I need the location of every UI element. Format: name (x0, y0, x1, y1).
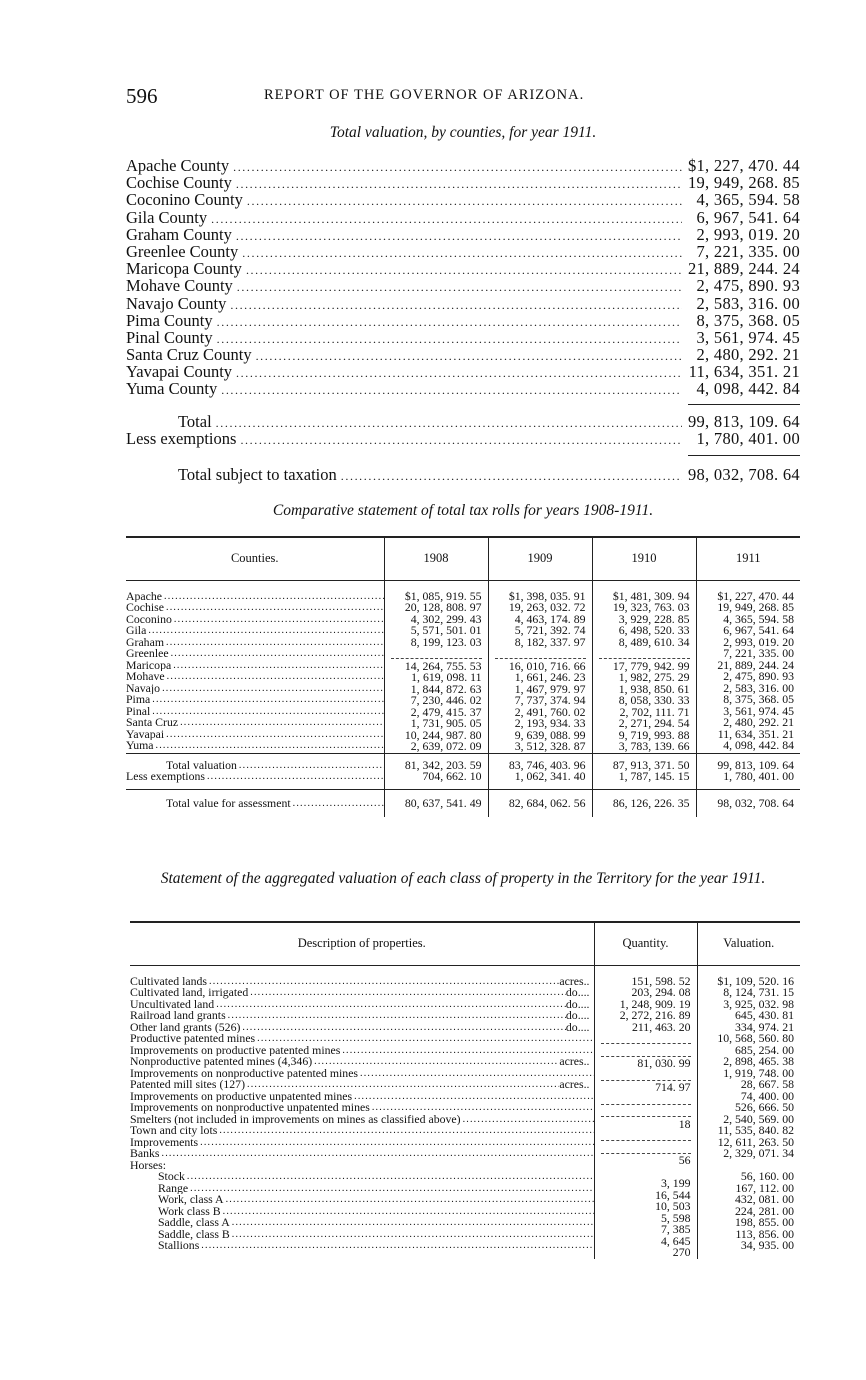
total-1910-cell (592, 753, 696, 789)
value-y1908: 5, 571, 501. 01 (410, 625, 482, 637)
property-quantity: 211, 463. 20 (631, 1021, 691, 1033)
value-y1909: 2, 491, 760. 02 (514, 706, 586, 718)
property-description: Stock (158, 1171, 185, 1183)
col-1909-cell (488, 580, 592, 753)
property-description: Cultivated lands (130, 975, 207, 987)
value-y1908: 2, 639, 072. 09 (410, 741, 482, 753)
property-valuation: 2, 329, 071. 34 (723, 1148, 794, 1160)
property-valuation: 11, 535, 840. 82 (717, 1125, 794, 1137)
exemptions-label: Less exemptions (126, 429, 237, 449)
property-unit: acres.. (559, 1056, 590, 1068)
value-y1910: 3, 783, 139. 66 (618, 741, 690, 753)
county-label: Greenlee (126, 648, 169, 660)
blank-quantity (601, 1046, 691, 1057)
property-line (130, 1033, 594, 1045)
county-valuation-row (126, 329, 800, 346)
assessment-label-cell (126, 789, 384, 817)
total-row (126, 413, 800, 430)
col-header-counties: Counties. (126, 538, 384, 580)
property-description: Banks (130, 1148, 160, 1160)
value-y1911: 11, 634, 351. 21 (717, 728, 794, 740)
property-line (130, 1114, 594, 1126)
property-valuation: 34, 935. 00 (740, 1240, 794, 1252)
property-line (130, 1068, 594, 1080)
col-1911-cell (696, 580, 800, 753)
property-description: Uncultivated land (130, 998, 215, 1010)
blank-quantity (601, 1070, 691, 1081)
value-y1908: 10, 244, 987. 80 (404, 729, 482, 741)
assessment-1910-cell (592, 789, 696, 817)
property-line (130, 1229, 594, 1241)
assessment-label: Total value for assessment (166, 797, 291, 809)
property-quantity: 7, 385 (661, 1224, 691, 1236)
property-quantity: 270 (672, 1247, 691, 1259)
property-valuation: 2, 898, 465. 38 (723, 1056, 794, 1068)
property-line (130, 1125, 594, 1137)
county-line (126, 648, 384, 660)
county-valuation-row (126, 346, 800, 363)
property-description: Improvements on nonproductive unpatented mines (130, 1102, 370, 1114)
value-y1908: 1, 619, 098. 11 (411, 672, 482, 684)
total-amount: 99, 813, 109. 64 (687, 412, 800, 431)
property-quantity (595, 1167, 697, 1179)
total-valuation-row (126, 753, 800, 789)
total-1909: 83, 746, 403. 96 (508, 759, 586, 771)
county-label: Navajo (126, 682, 161, 694)
value-y1908: 8, 199, 123. 03 (410, 636, 482, 648)
property-description: Cultivated land, irrigated (130, 987, 249, 999)
exemptions-1909: 1, 062, 341. 40 (514, 771, 586, 783)
property-line (130, 1056, 594, 1068)
col-header-1911: 1911 (696, 538, 800, 580)
value-y1910: 6, 498, 520. 33 (618, 625, 690, 637)
county-amount: 2, 583, 316. 00 (696, 293, 800, 313)
county-valuation-row (126, 380, 800, 397)
property-line (130, 987, 594, 999)
property-caption: Statement of the aggregated valuation of each class of property in the Territory for the year 1911. (160, 870, 766, 887)
blank-quantity (601, 1033, 691, 1044)
quantity-cell (594, 965, 697, 1259)
property-line (130, 999, 594, 1011)
assessment-1909-cell (488, 789, 592, 817)
assessment-1908-cell (384, 789, 488, 817)
county-name: Santa Cruz County (126, 345, 252, 365)
property-description: Nonproductive patented mines (4,346) (130, 1056, 313, 1068)
county-valuation-row (126, 226, 800, 243)
property-description: Stallions (158, 1240, 200, 1252)
value-y1909: 16, 010, 716. 66 (508, 660, 586, 672)
total-1908: 81, 342, 203. 59 (404, 759, 482, 771)
property-quantity: 203, 294. 08 (631, 987, 691, 999)
county-line (126, 740, 384, 752)
property-valuation: 113, 856. 00 (735, 1228, 794, 1240)
property-unit: acres.. (559, 975, 590, 987)
value-y1910: 2, 271, 294. 54 (618, 718, 690, 730)
property-valuation: 685, 254. 00 (735, 1044, 794, 1056)
county-line (126, 625, 384, 637)
county-line (126, 660, 384, 672)
property-quantity: 10, 503 (655, 1201, 691, 1213)
property-quantity: 714. 97 (655, 1082, 691, 1094)
valuation-taxable (126, 466, 800, 483)
col-header-1910: 1910 (592, 538, 696, 580)
property-unit: do.... (565, 987, 590, 999)
property-valuation: 432, 081. 00 (735, 1194, 794, 1206)
property-unit: do.... (565, 1021, 590, 1033)
county-name: Yuma County (126, 379, 218, 399)
county-valuation-row (126, 209, 800, 226)
county-amount: 19, 949, 268. 85 (687, 173, 800, 193)
property-unit: do.... (565, 1010, 590, 1022)
property-line (130, 1183, 594, 1195)
value-y1909: 1, 467, 979. 97 (514, 683, 586, 695)
county-label: Yavapai (126, 728, 165, 740)
county-line (126, 591, 384, 603)
description-cell (130, 965, 594, 1259)
county-valuation-row (126, 295, 800, 312)
property-valuation: 10, 568, 560. 80 (717, 1033, 794, 1045)
assessment-1908: 80, 637, 541. 49 (404, 797, 482, 809)
value-y1909: 2, 193, 934. 33 (514, 718, 586, 730)
taxable-amount: 98, 032, 708. 64 (687, 465, 800, 484)
value-y1911: 2, 583, 316. 00 (723, 682, 794, 694)
property-quantity: 151, 598. 52 (631, 975, 691, 987)
property-valuation: 12, 611, 263. 50 (717, 1136, 794, 1148)
col-header-description: Description of properties. (130, 923, 594, 965)
county-amount: 2, 993, 019. 20 (696, 224, 800, 244)
property-unit: acres.. (559, 1079, 590, 1091)
county-name: Maricopa County (126, 259, 242, 279)
property-line (130, 1079, 594, 1091)
county-line (126, 729, 384, 741)
value-y1911: 3, 561, 974. 45 (723, 705, 794, 717)
value-y1909: 9, 639, 088. 99 (514, 729, 586, 741)
property-table (130, 923, 800, 1259)
col-header-1908: 1908 (384, 538, 488, 580)
value-y1910: 1, 938, 850. 61 (618, 683, 690, 695)
property-valuation: 3, 925, 032. 98 (723, 998, 794, 1010)
property-description: Range (158, 1182, 189, 1194)
value-y1911: 7, 221, 335. 00 (723, 648, 794, 660)
county-name: Pinal County (126, 327, 213, 347)
blank-quantity (601, 1106, 691, 1117)
property-description: Improvements on productive unpatented mines (130, 1090, 353, 1102)
property-line (130, 1217, 594, 1229)
county-valuation-row (126, 157, 800, 174)
property-description: Patented mill sites (127) (130, 1079, 246, 1091)
col-header-valuation: Valuation. (697, 923, 800, 965)
county-amount: 21, 889, 244. 24 (687, 259, 800, 279)
property-valuation: 74, 400. 00 (740, 1090, 794, 1102)
value-y1911: 2, 993, 019. 20 (723, 636, 794, 648)
county-label: Pima (126, 694, 151, 706)
valuation-caption: Total valuation, by counties, for year 1911. (329, 124, 597, 141)
value-y1911: 4, 365, 594. 58 (723, 613, 794, 625)
property-valuation: 224, 281. 00 (735, 1205, 794, 1217)
valuation-sum-rule (688, 404, 800, 405)
valuation-list (126, 157, 800, 398)
property-line (130, 1171, 594, 1183)
value-y1911: 21, 889, 244. 24 (717, 659, 794, 671)
property-line (130, 1102, 594, 1114)
county-valuation-row (126, 191, 800, 208)
county-name: Greenlee County (126, 241, 239, 261)
property-line (130, 1206, 594, 1218)
col-1910-cell (592, 580, 696, 753)
value-y1911: 6, 967, 541. 64 (723, 625, 794, 637)
value-y1910: 3, 929, 228. 85 (618, 613, 690, 625)
value-y1909: 4, 463, 174. 89 (514, 613, 586, 625)
value-y1911: 8, 375, 368. 05 (723, 694, 794, 706)
county-name: Mohave County (126, 276, 233, 296)
property-valuation: 198, 855. 00 (735, 1217, 794, 1229)
value-y1910: 1, 982, 275. 29 (618, 672, 690, 684)
property-line (130, 1045, 594, 1057)
property-quantity: 3, 199 (661, 1178, 691, 1190)
county-line (126, 717, 384, 729)
assessment-1910: 86, 126, 226. 35 (612, 797, 690, 809)
county-line (126, 671, 384, 683)
county-line (126, 614, 384, 626)
county-names-cell (126, 580, 384, 753)
county-label: Maricopa (126, 659, 172, 671)
value-y1911: 2, 475, 890. 93 (723, 671, 794, 683)
property-data-row (130, 965, 800, 1259)
exemptions-1908: 704, 662. 10 (422, 771, 482, 783)
property-line (130, 1160, 594, 1172)
col-header-1909: 1909 (488, 538, 592, 580)
county-valuation-row (126, 260, 800, 277)
county-label: Apache (126, 590, 163, 602)
county-name: Gila County (126, 207, 208, 227)
property-description: Improvements on productive patented mines (130, 1044, 341, 1056)
value-y1908: 14, 264, 755. 53 (404, 660, 482, 672)
value-y1909: 5, 721, 392. 74 (514, 625, 586, 637)
county-amount: 6, 967, 541. 64 (696, 207, 800, 227)
value-y1911: $1, 227, 470. 44 (717, 590, 794, 602)
blank-cell (495, 648, 586, 659)
page-number: 596 (126, 84, 158, 108)
taxable-row (126, 466, 800, 483)
county-line (126, 694, 384, 706)
county-name: Pima County (126, 310, 213, 330)
value-y1909: 8, 182, 337. 97 (514, 636, 586, 648)
property-valuation (698, 1160, 801, 1172)
county-line (126, 683, 384, 695)
county-amount: $1, 227, 470. 44 (687, 156, 800, 175)
county-valuation-row (126, 363, 800, 380)
property-description: Improvements on nonproductive patented mines (130, 1067, 359, 1079)
property-line (130, 976, 594, 988)
total-label: Total (178, 412, 212, 431)
assessment-row (126, 789, 800, 817)
county-line (126, 602, 384, 614)
value-y1911: 2, 480, 292. 21 (723, 717, 794, 729)
county-label: Gila (126, 625, 147, 637)
county-name: Coconino County (126, 190, 243, 210)
county-name: Graham County (126, 224, 232, 244)
value-y1909: $1, 398, 035. 91 (508, 590, 586, 602)
county-label: Yuma (126, 740, 154, 752)
value-y1908: 1, 844, 872. 63 (410, 683, 482, 695)
value-y1910: 19, 323, 763. 03 (612, 602, 690, 614)
value-y1910: 8, 058, 330. 33 (618, 695, 690, 707)
county-valuation-row (126, 277, 800, 294)
property-quantity: 2, 272, 216. 89 (619, 1010, 691, 1022)
less-exemptions-label: Less exemptions (126, 771, 205, 783)
county-valuation-row (126, 312, 800, 329)
property-description: Work, class A (158, 1194, 224, 1206)
blank-cell (599, 648, 690, 659)
county-label: Cochise (126, 602, 165, 614)
property-quantity: 81, 030. 99 (637, 1058, 691, 1070)
value-y1908: 1, 731, 905. 05 (410, 718, 482, 730)
blank-quantity (601, 1094, 691, 1105)
county-amount: 2, 480, 292. 21 (696, 345, 800, 365)
county-name: Navajo County (126, 293, 227, 313)
property-line (130, 1240, 594, 1252)
county-amount: 3, 561, 974. 45 (696, 327, 800, 347)
county-amount: 8, 375, 368. 05 (696, 310, 800, 330)
property-valuation: 334, 974. 21 (735, 1021, 794, 1033)
blank-quantity (601, 1143, 691, 1154)
comparative-table (126, 538, 800, 817)
assessment-1911: 98, 032, 708. 64 (717, 797, 794, 809)
property-description: Improvements (130, 1136, 199, 1148)
property-description: Productive patented mines (130, 1033, 256, 1045)
value-y1908: 4, 302, 299. 43 (410, 613, 482, 625)
county-amount: 4, 365, 594. 58 (696, 190, 800, 210)
exemptions-1911: 1, 780, 401. 00 (723, 771, 794, 783)
value-y1910: 9, 719, 993. 88 (618, 729, 690, 741)
blank-cell (391, 648, 482, 659)
property-line (130, 1022, 594, 1034)
county-label: Mohave (126, 671, 165, 683)
total-valuation-label: Total valuation (166, 759, 237, 771)
value-y1910: 17, 779, 942. 99 (612, 660, 690, 672)
property-quantity: 5, 598 (661, 1212, 691, 1224)
value-y1908: 20, 128, 808. 97 (404, 602, 482, 614)
property-line (130, 1010, 594, 1022)
value-y1908: 7, 230, 446. 02 (410, 695, 482, 707)
county-label: Santa Cruz (126, 717, 179, 729)
value-y1911: 19, 949, 268. 85 (717, 602, 794, 614)
value-y1908: $1, 085, 919. 55 (404, 590, 482, 602)
property-valuation: 167, 112. 00 (735, 1182, 794, 1194)
total-1910: 87, 913, 371. 50 (612, 759, 690, 771)
property-description: Saddle, class A (158, 1217, 230, 1229)
property-line (130, 1148, 594, 1160)
blank-quantity (601, 1130, 691, 1141)
property-description: Town and city lots (130, 1125, 218, 1137)
property-unit: do.... (565, 998, 590, 1010)
property-description: Other land grants (526) (130, 1021, 241, 1033)
running-header: REPORT OF THE GOVERNOR OF ARIZONA. (264, 87, 585, 103)
county-line (126, 706, 384, 718)
value-y1909: 1, 661, 246. 23 (514, 672, 586, 684)
col-header-quantity: Quantity. (594, 923, 697, 965)
taxable-label: Total subject to taxation (178, 465, 337, 484)
property-line (130, 1194, 594, 1206)
property-valuation: $1, 109, 520. 16 (717, 975, 794, 987)
property-line (130, 1137, 594, 1149)
property-line (130, 1091, 594, 1103)
total-1911-cell (696, 753, 800, 789)
total-valuation-label-cell (126, 753, 384, 789)
property-valuation: 526, 666. 50 (735, 1102, 794, 1114)
col-1908-cell (384, 580, 488, 753)
county-label: Coconino (126, 613, 172, 625)
county-data-row (126, 580, 800, 753)
property-valuation: 28, 667. 58 (740, 1079, 794, 1091)
property-quantity: 18 (678, 1118, 691, 1130)
county-amount: 4, 098, 442. 84 (696, 379, 800, 399)
property-description: Railroad land grants (130, 1010, 226, 1022)
county-label: Graham (126, 636, 164, 648)
county-valuation-row (126, 243, 800, 260)
property-description: Horses: (130, 1159, 167, 1171)
county-valuation-row (126, 174, 800, 191)
value-y1911: 4, 098, 442. 84 (723, 740, 794, 752)
county-amount: 11, 634, 351. 21 (688, 362, 800, 382)
total-1908-cell (384, 753, 488, 789)
county-line (126, 637, 384, 649)
county-name: Apache County (126, 156, 230, 175)
property-quantity: 4, 645 (661, 1235, 691, 1247)
property-valuation: 8, 124, 731. 15 (723, 987, 794, 999)
value-y1910: 8, 489, 610. 34 (618, 636, 690, 648)
property-quantity: 56 (678, 1155, 691, 1167)
assessment-1911-cell (696, 789, 800, 817)
value-y1909: 19, 263, 032. 72 (508, 602, 586, 614)
property-valuation: 2, 540, 569. 00 (723, 1113, 794, 1125)
exemptions-amount: 1, 780, 401. 00 (696, 429, 800, 449)
county-amount: 2, 475, 890. 93 (696, 276, 800, 296)
property-description: Smelters (not included in improvements on mines as classified above) (130, 1113, 461, 1125)
value-y1908: 2, 479, 415. 37 (410, 706, 482, 718)
value-y1909: 3, 512, 328. 87 (514, 741, 586, 753)
property-description: Work class B (158, 1205, 221, 1217)
valuation-totals (126, 413, 800, 447)
county-name: Yavapai County (126, 362, 233, 382)
value-y1910: $1, 481, 309. 94 (612, 590, 690, 602)
exemptions-row (126, 430, 800, 447)
county-label: Pinal (126, 705, 151, 717)
property-quantity: 1, 248, 909. 19 (619, 998, 691, 1010)
total-1909-cell (488, 753, 592, 789)
assessment-1909: 82, 684, 062. 56 (508, 797, 586, 809)
property-description: Saddle, class B (158, 1228, 230, 1240)
valuation-cell (697, 965, 800, 1259)
valuation-taxable-rule (688, 455, 800, 456)
property-valuation: 56, 160. 00 (740, 1171, 794, 1183)
value-y1910: 2, 702, 111. 71 (619, 706, 690, 718)
exemptions-1910: 1, 787, 145. 15 (618, 771, 690, 783)
property-quantity: 16, 544 (655, 1189, 691, 1201)
value-y1909: 7, 737, 374. 94 (514, 695, 586, 707)
property-valuation: 645, 430. 81 (735, 1010, 794, 1022)
total-1911: 99, 813, 109. 64 (717, 759, 794, 771)
county-name: Cochise County (126, 173, 232, 193)
comparative-caption: Comparative statement of total tax rolls for years 1908-1911. (272, 502, 654, 519)
property-valuation: 1, 919, 748. 00 (723, 1067, 794, 1079)
county-amount: 7, 221, 335. 00 (696, 241, 800, 261)
